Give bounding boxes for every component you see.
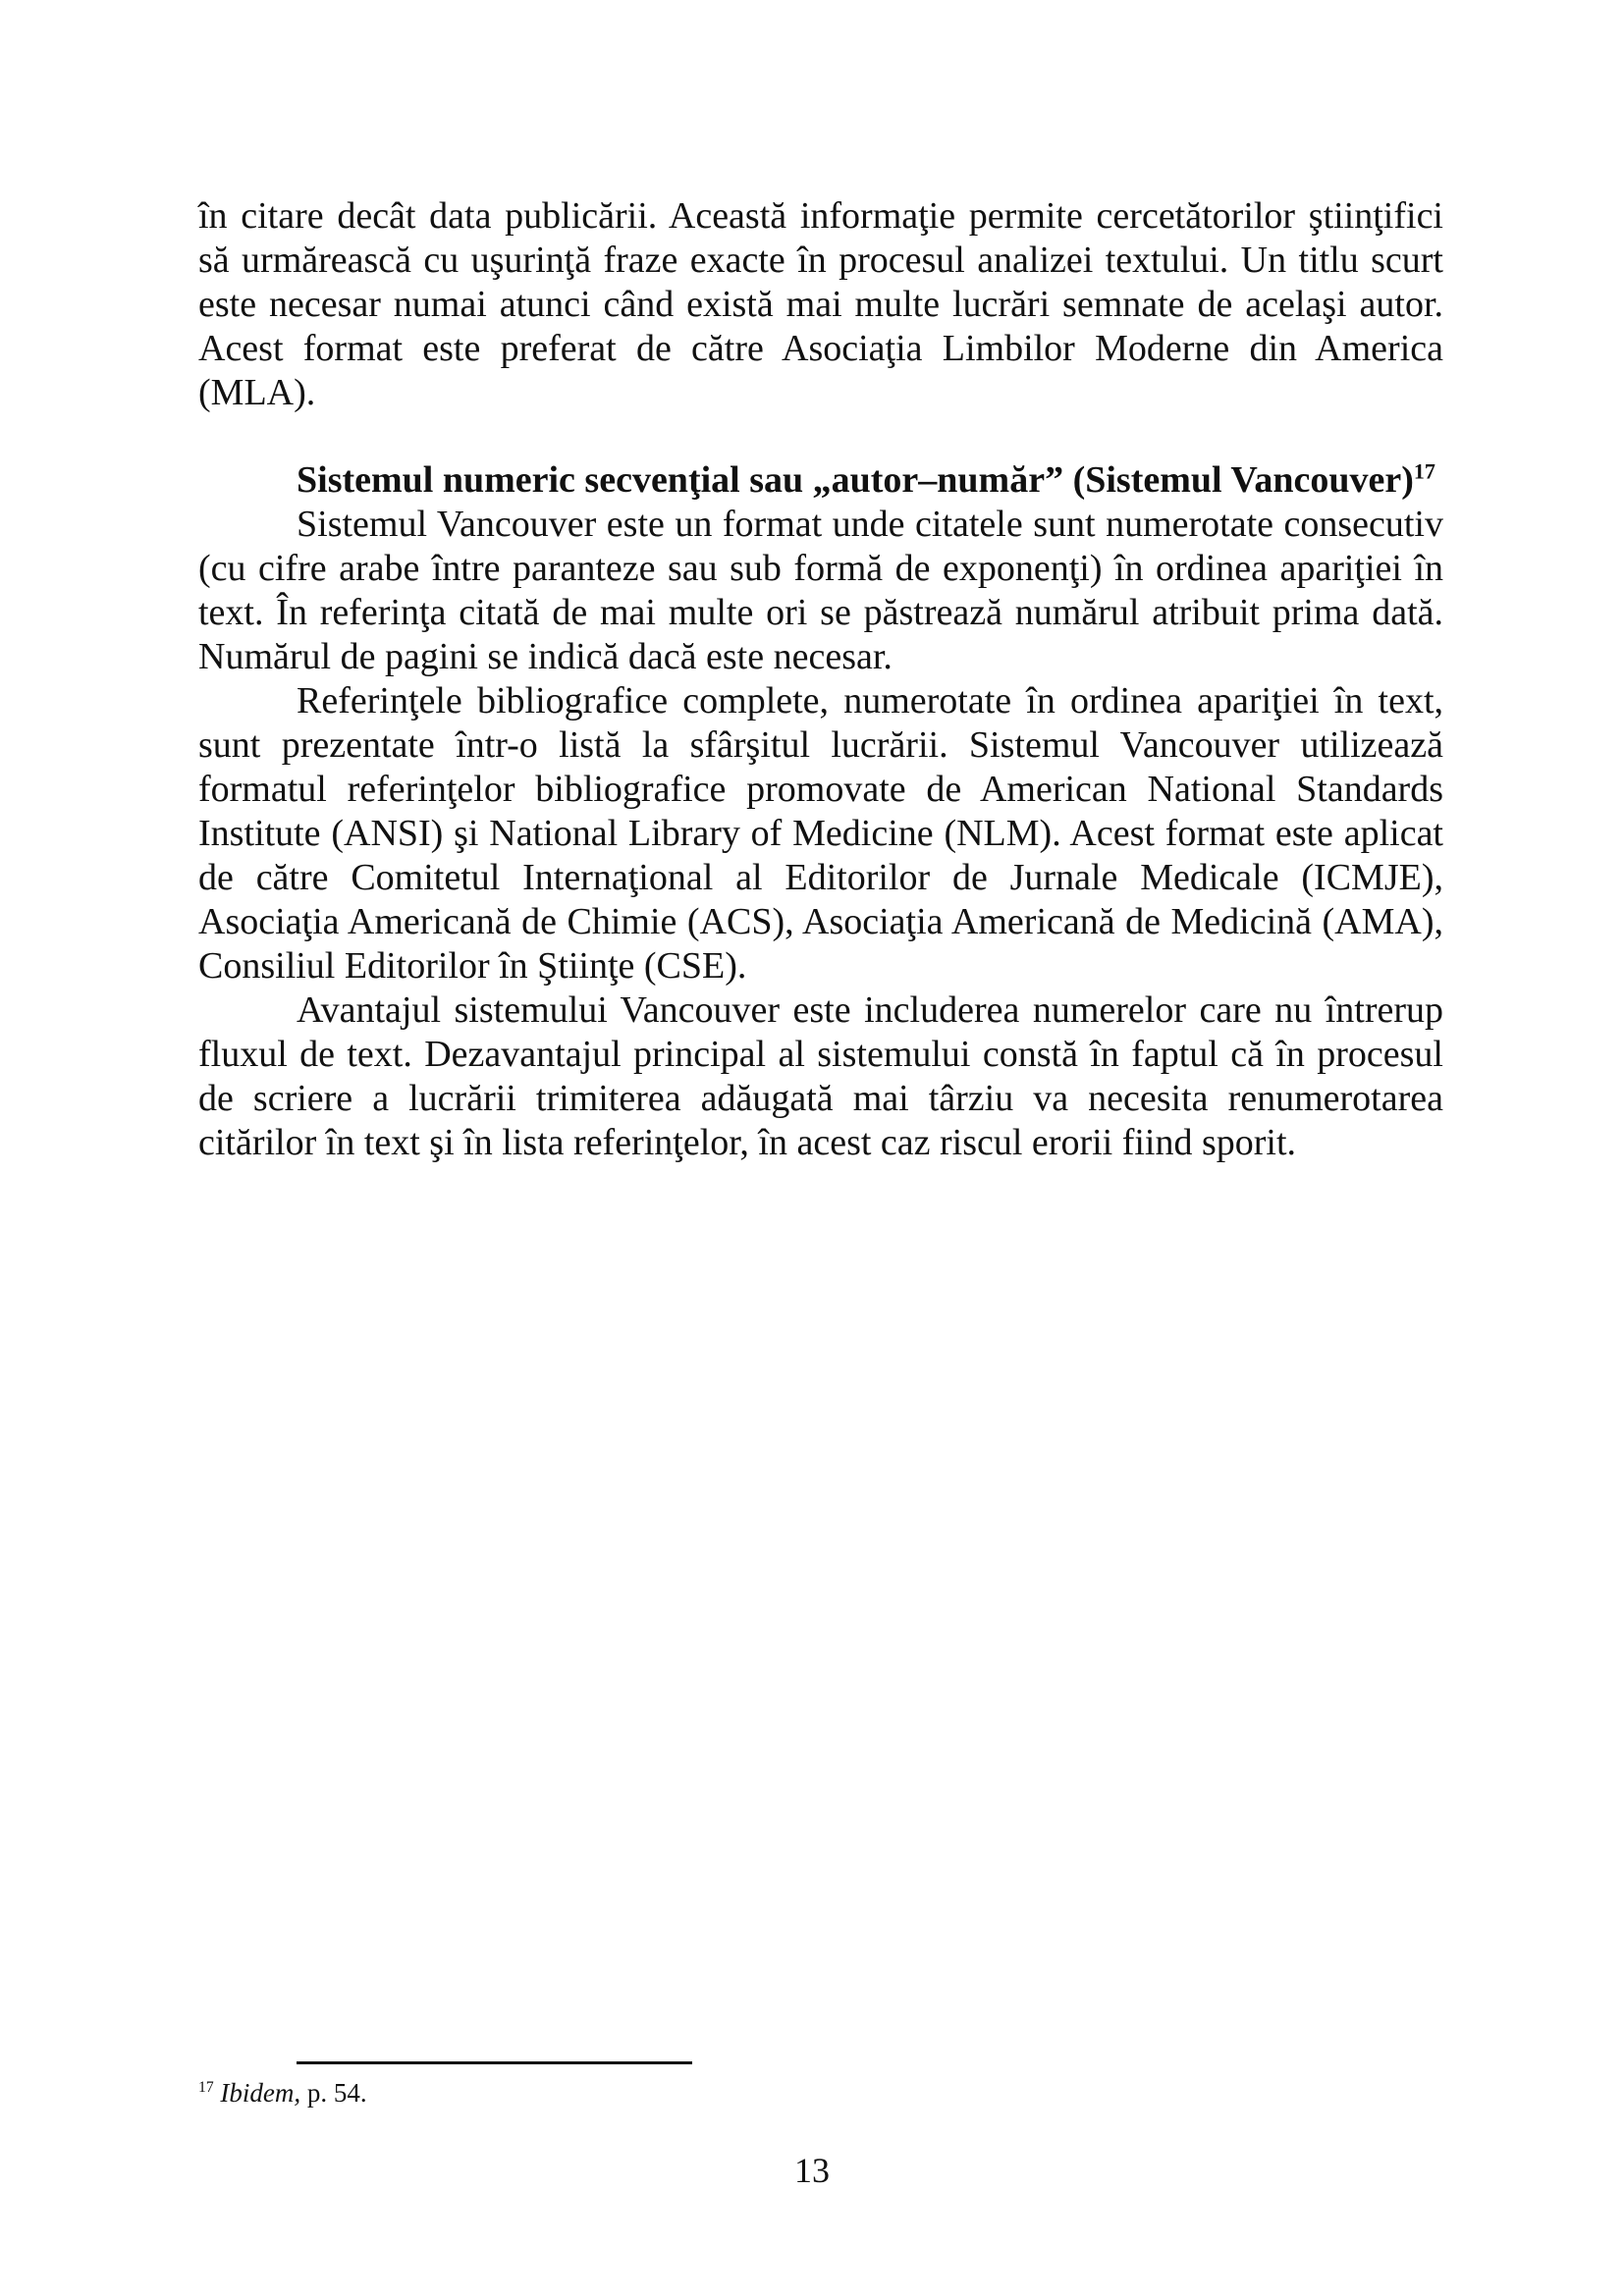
body-text xyxy=(198,194,1443,1165)
paragraph-vancouver-definition: Sistemul Vancouver este un format unde citatele sunt numerotate consecutiv (cu cifre arabe între paranteze sau sub formă de exponenţi) în ordinea apariţiei în text. În referinţa citată de mai multe ori se păstrează numărul atribuit prima dată. Numărul de pagini se indică dacă este necesar. xyxy=(198,504,1443,677)
footnote-reference: 17 xyxy=(1413,458,1435,484)
footnote-number: 17 xyxy=(198,2079,214,2096)
paragraph-advantages: Avantajul sistemului Vancouver este includerea numerelor care nu întrerup fluxul de text. Dezavantajul principal al sistemului constă în faptul că în procesul de scriere a lucrării trimiterea adăugată mai târziu va necesita renumerotarea citărilor în text şi în lista referinţelor, în acest caz riscul erorii fiind sporit. xyxy=(198,989,1443,1163)
footnote xyxy=(198,2073,1443,2112)
section-heading-text: Sistemul numeric secvenţial sau „autor–număr” (Sistemul Vancouver) xyxy=(297,459,1414,501)
footnote-source: Ibidem, xyxy=(220,2078,301,2108)
section-heading xyxy=(198,458,1443,503)
page-number: 13 xyxy=(794,2151,830,2190)
footnote-detail: p. 54. xyxy=(300,2078,367,2108)
paragraph-references-list: Referinţele bibliografice complete, numerotate în ordinea apariţiei în text, sunt prezentate într-o listă la sfârşitul lucrării. Sistemul Vancouver utilizează formatul referinţelor bibliografice promovate de American National Standards Institute (ANSI) şi National Library of Medicine (NLM). Acest format este aplicat de către Comitetul Internaţional al Editorilor de Jurnale Medicale (ICMJE), Asociaţia Americană de Chimie (ACS), Asociaţia Americană de Medicină (AMA), Consiliul Editorilor în Ştiinţe (CSE). xyxy=(198,680,1443,987)
footnote-separator xyxy=(297,2061,692,2064)
paragraph-mla-format: în citare decât data publicării. Această informaţie permite cercetătorilor ştiinţifici să urmărească cu uşurinţă fraze exacte în procesul analizei textului. Un titlu scurt este necesar numai atunci când există mai multe lucrări semnate de acelaşi autor. Acest format este preferat de către Asociaţia Limbilor Moderne din America (MLA). xyxy=(198,195,1443,413)
